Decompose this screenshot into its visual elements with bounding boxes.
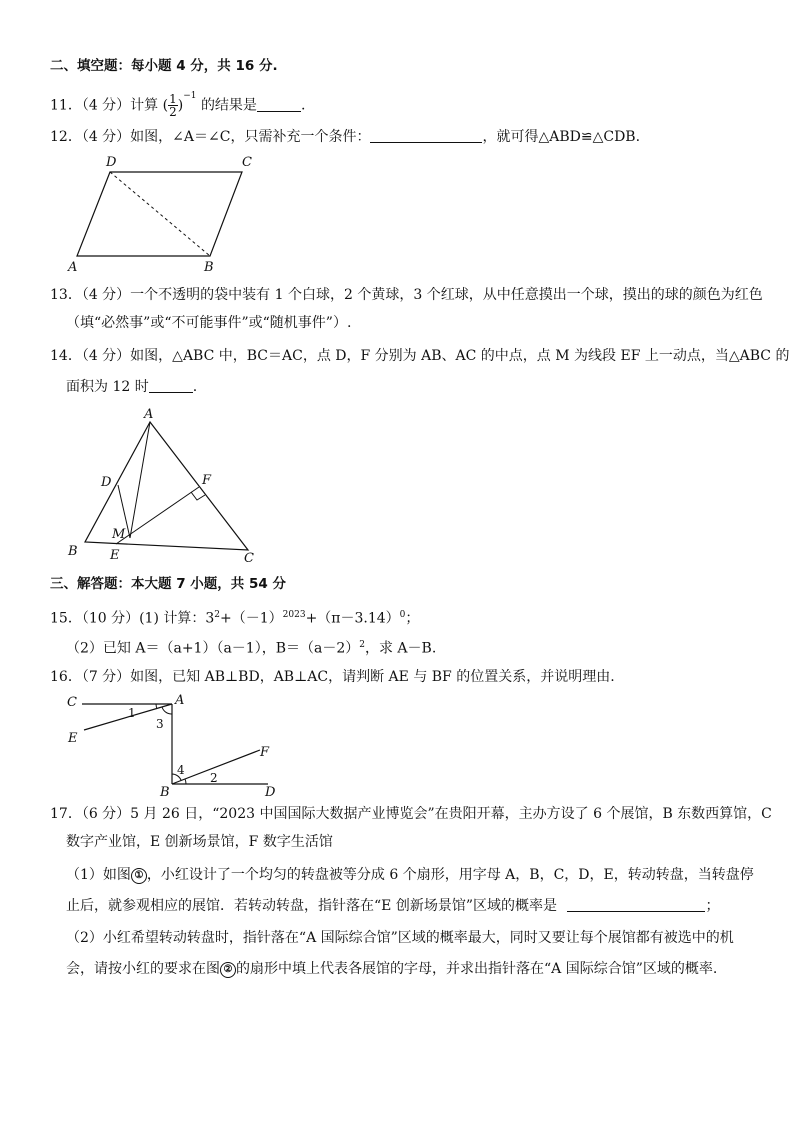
- q11-suffix: 的结果是: [200, 97, 257, 114]
- q16-label-E: E: [68, 731, 78, 746]
- q15-p1-end: ；: [405, 610, 420, 627]
- q14-triangle-figure: [60, 402, 270, 567]
- q16-angle-label-4: 4: [177, 763, 185, 777]
- question-11: [50, 84, 305, 120]
- q14-label-A: A: [144, 407, 154, 422]
- q17-p2-prefix: 会，请按小红的要求在图: [66, 961, 220, 977]
- figure-1-marker: ①: [131, 868, 147, 884]
- q12-label-D: D: [106, 155, 117, 170]
- question-17-part-2-line-1: （2）小红希望转动转盘时，指针落在“A 国际综合馆”区域的概率最大，同时又要让每个展馆都有被选中的机: [66, 930, 734, 946]
- q15-p1-exp2: 2023: [282, 610, 306, 620]
- q12-parallelogram-figure: [60, 150, 270, 275]
- q16-angle-label-1: 1: [128, 706, 136, 720]
- question-15-part-2: [66, 636, 436, 658]
- question-17-part-2-line-2: [66, 960, 717, 978]
- q17-p1-line-2-end: ；: [705, 898, 720, 914]
- q12-diagonal-BD: [110, 172, 210, 256]
- q12-label-A: A: [68, 260, 78, 275]
- q16-angle-3-arc: [162, 707, 172, 714]
- q17-p1-suffix: ，小红设计了一个均匀的转盘被等分成 6 个扇形，用字母 A，B，C，D，E，转动转盘，当转盘停: [146, 867, 754, 883]
- q11-answer-blank[interactable]: [257, 97, 301, 112]
- q11-close-paren: ): [177, 97, 184, 114]
- q15-p2-end: ，求 A－B.: [364, 640, 437, 657]
- q14-line-2-prefix: 面积为 12 时: [66, 379, 149, 395]
- q12-label-B: B: [204, 260, 214, 275]
- q15-p1-prefix: 15．（10 分）(1) 计算：3: [50, 610, 215, 627]
- q16-angle-label-2: 2: [210, 771, 218, 785]
- q11-fraction: [168, 93, 178, 118]
- q15-p1-exp1: 2: [214, 610, 221, 620]
- q12-suffix: ，就可得△ABD≌△CDB.: [482, 129, 641, 145]
- q15-p1-exp3: 0: [399, 610, 406, 620]
- q15-p1-mid: +（－1）: [220, 610, 283, 627]
- q16-label-B: B: [160, 785, 170, 800]
- q16-label-F: F: [260, 745, 270, 760]
- question-14-line-2: [66, 378, 197, 396]
- q14-right-angle-mark: [191, 492, 205, 500]
- figure-2-marker: ②: [220, 962, 236, 978]
- question-17-line-2: 数字产业馆，E 创新场景馆，F 数字生活馆: [66, 834, 333, 850]
- question-13-line-1: 13．（4 分）一个不透明的袋中装有 1 个白球，2 个黄球，3 个红球，从中任意摸出一个球，摸出的球的颜色为红色: [50, 287, 763, 303]
- q16-angle-2-arc: [185, 779, 186, 784]
- q14-segment-EF: [116, 487, 199, 544]
- question-17-part-1-line-2: [66, 897, 719, 915]
- q17-p1-line-2-text: 止后，就参观相应的展馆．若转动转盘，指针落在“E 创新场景馆”区域的概率是: [66, 898, 557, 914]
- q17-p2-suffix: 的扇形中填上代表各展馆的字母，并求出指针落在“A 国际综合馆”区域的概率.: [236, 961, 718, 977]
- q14-answer-blank[interactable]: [149, 378, 193, 393]
- q14-line-2-end: .: [192, 379, 198, 395]
- question-13-line-2: （填“必然事”或“不可能事件”或“随机事件”）.: [66, 315, 352, 331]
- q11-exponent: −1: [183, 91, 197, 101]
- q16-angle-label-3: 3: [156, 717, 164, 731]
- q14-label-D: D: [101, 475, 112, 490]
- question-17-line-1: 17．（6 分）5 月 26 日，“2023 中国国际大数据产业博览会”在贵阳开幕，主办方设了 6 个展馆，B 东数西算馆，C: [50, 806, 772, 822]
- q14-label-F: F: [202, 473, 212, 488]
- q16-figure: [60, 690, 290, 800]
- q15-p2-prefix: （2）已知 A＝（a+1）（a－1），B＝（a－2）: [66, 640, 360, 657]
- q14-label-M: M: [112, 527, 126, 542]
- q12-parallelogram: [77, 172, 242, 256]
- q11-fraction-numerator: 1: [169, 92, 177, 107]
- q14-label-C: C: [244, 551, 254, 566]
- question-16: 16．（7 分）如图，已知 AB⊥BD，AB⊥AC，请判断 AE 与 BF 的位置关系，并说明理由.: [50, 669, 615, 685]
- question-15-part-1: [50, 606, 419, 628]
- question-12: [50, 128, 640, 146]
- q15-p1-mid2: +（π－3.14）: [305, 610, 400, 627]
- q16-label-A: A: [175, 693, 185, 708]
- q16-label-C: C: [67, 695, 77, 710]
- q12-answer-blank[interactable]: [370, 128, 482, 143]
- q12-prefix: 12．（4 分）如图，∠A＝∠C，只需补充一个条件：: [50, 129, 371, 145]
- q14-label-B: B: [68, 544, 78, 559]
- q17-p1-prefix: （1）如图: [66, 867, 131, 883]
- q11-prefix: 11．（4 分）计算 (: [50, 97, 169, 114]
- section-3-title: 三、解答题：本大题 7 小题，共 54 分: [50, 576, 286, 592]
- question-14-line-1: 14．（4 分）如图，△ABC 中，BC＝AC，点 D，F 分别为 AB、AC 的中点，点 M 为线段 EF 上一动点，当△ABC 的: [50, 348, 790, 364]
- q15-p2-exp: 2: [359, 640, 365, 650]
- q14-label-E: E: [110, 548, 120, 563]
- question-17-part-1-line-1: [66, 866, 754, 884]
- q16-label-D: D: [265, 785, 276, 800]
- section-2-title: 二、填空题：每小题 4 分，共 16 分.: [50, 58, 278, 74]
- q12-label-C: C: [242, 155, 252, 170]
- q11-fraction-denominator: 2: [169, 105, 177, 120]
- q17-answer-blank[interactable]: [567, 897, 705, 912]
- q11-end: .: [300, 97, 306, 114]
